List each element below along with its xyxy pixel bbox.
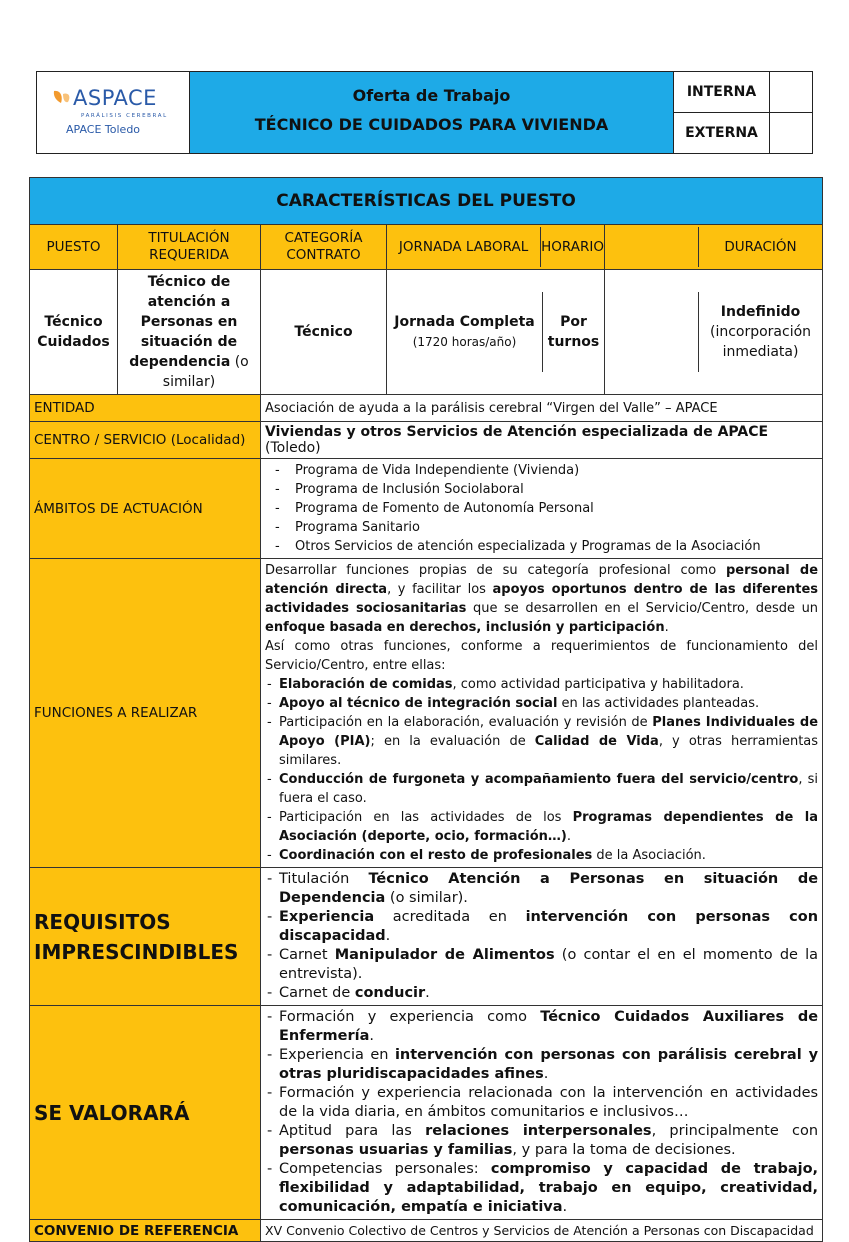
entidad-label: ENTIDAD: [30, 395, 261, 422]
interna-label: INTERNA: [674, 72, 770, 112]
funcion-item: - Elaboración de comidas, como actividad participativa y habilitadora.: [265, 675, 818, 694]
valorara-label: SE VALORARÁ: [30, 1006, 261, 1220]
convenio-label: CONVENIO DE REFERENCIA: [30, 1220, 261, 1242]
requisitos-list: [261, 868, 823, 1006]
valora-item: - Experiencia en intervención con personas con parálisis cerebral y otras pluridiscapacidades afines.: [265, 1046, 818, 1084]
externa-checkbox: [770, 113, 812, 153]
requisito-item: - Carnet de conducir.: [265, 984, 818, 1003]
convenio-value: XV Convenio Colectivo de Centros y Servicios de Atención a Personas con Discapacidad: [261, 1220, 823, 1242]
ambitos-label: ÁMBITOS DE ACTUACIÓN: [30, 459, 261, 559]
centro-label: CENTRO / SERVICIO (Localidad): [30, 422, 261, 459]
jornada-value: Jornada Completa (1720 horas/año) Por turnos: [387, 270, 605, 395]
page-title: Oferta de Trabajo: [352, 86, 511, 105]
entidad-value: Asociación de ayuda a la parálisis cerebral “Virgen del Valle” – APACE: [261, 395, 823, 422]
logo-city: APACE Toledo: [66, 123, 141, 136]
funciones-paragraph: Desarrollar funciones propias de su categoría profesional como personal de atención directa, y facilitar los apoyos oportunos dentro de las diferentes actividades sociosanitarias que se desarrollen en el Servicio/Centro, desde un enfoque basada en derechos, inclusión y participación.: [265, 563, 819, 635]
requisito-item: - Carnet Manipulador de Alimentos (o contar el en el momento de la entrevista).: [265, 946, 818, 984]
ambito-item: - Programa Sanitario: [265, 518, 818, 537]
col-header-horario: HORARIO: [541, 238, 604, 255]
funciones-paragraph-2: Así como otras funciones, conforme a requerimientos de funcionamiento del Servicio/Centro, entre ellas:: [265, 639, 819, 673]
duracion-value: Indefinido (incorporación inmediata): [605, 270, 823, 395]
valora-item: - Aptitud para las relaciones interpersonales, principalmente con personas usuarias y familias, y para la toma de decisiones.: [265, 1122, 818, 1160]
aspace-logo: [37, 72, 190, 153]
valora-item: - Competencias personales: compromiso y capacidad de trabajo, flexibilidad y adaptabilidad, trabajo en equipo, creatividad, comunicación, empatía e iniciativa.: [265, 1160, 818, 1217]
horario-value: Por turnos: [547, 314, 600, 350]
section-title: CARACTERÍSTICAS DEL PUESTO: [30, 178, 823, 225]
titulacion-value: Técnico de atención a Personas en situación de dependencia (o similar): [118, 270, 261, 395]
logo-word: ASPACE: [73, 86, 157, 110]
funciones-label: FUNCIONES A REALIZAR: [30, 559, 261, 868]
centro-value: Viviendas y otros Servicios de Atención especializada de APACE (Toledo): [261, 422, 823, 459]
funcion-item: - Participación en la elaboración, evaluación y revisión de Planes Individuales de Apoyo (PIA); en la evaluación de Calidad de Vida, y otras herramientas similares.: [265, 713, 818, 770]
requisito-item: - Titulación Técnico Atención a Personas en situación de Dependencia (o similar).: [265, 870, 818, 908]
requisitos-label: REQUISITOS IMPRESCINDIBLES: [30, 868, 261, 1006]
ambito-item: - Programa de Inclusión Sociolaboral: [265, 480, 818, 499]
valora-item: - Formación y experiencia relacionada con la intervención en actividades de la vida diaria, en ámbitos comunitarios e inclusivos…: [265, 1084, 818, 1122]
header-title-block: [190, 72, 674, 153]
ambito-item: - Programa de Fomento de Autonomía Personal: [265, 499, 818, 518]
logo-subtitle: PARÁLISIS CEREBRAL: [81, 113, 168, 119]
valora-item: - Formación y experiencia como Técnico Cuidados Auxiliares de Enfermería.: [265, 1008, 818, 1046]
externa-label: EXTERNA: [674, 113, 770, 153]
col-header-puesto: PUESTO: [30, 225, 118, 270]
puesto-value: Técnico Cuidados: [30, 270, 118, 395]
ambitos-list: [261, 459, 823, 559]
job-details-table: [29, 177, 823, 1242]
col-header-jornada: JORNADA LABORAL HORARIO: [387, 225, 605, 270]
funcion-item: - Participación en las actividades de los Programas dependientes de la Asociación (deporte, ocio, formación…).: [265, 808, 818, 846]
requisito-item: - Experiencia acreditada en intervención con personas con discapacidad.: [265, 908, 818, 946]
funcion-item: - Conducción de furgoneta y acompañamiento fuera del servicio/centro, si fuera el caso.: [265, 770, 818, 808]
interna-checkbox: [770, 72, 812, 112]
butterfly-icon: [51, 88, 73, 110]
col-header-titulacion: TITULACIÓN REQUERIDA: [118, 225, 261, 270]
interna-externa: [674, 72, 812, 153]
col-header-categoria: CATEGORÍA CONTRATO: [261, 225, 387, 270]
ambito-item: - Otros Servicios de atención especializada y Programas de la Asociación: [265, 537, 818, 556]
categoria-value: Técnico: [261, 270, 387, 395]
funciones-content: [261, 559, 823, 868]
job-title: TÉCNICO DE CUIDADOS PARA VIVIENDA: [254, 115, 609, 134]
valorara-list: [261, 1006, 823, 1220]
col-header-duracion: DURACIÓN: [605, 225, 823, 270]
funcion-item: - Apoyo al técnico de integración social en las actividades planteadas.: [265, 694, 818, 713]
header-table: [36, 71, 813, 154]
ambito-item: - Programa de Vida Independiente (Vivienda): [265, 461, 818, 480]
funcion-item: - Coordinación con el resto de profesionales de la Asociación.: [265, 846, 818, 865]
